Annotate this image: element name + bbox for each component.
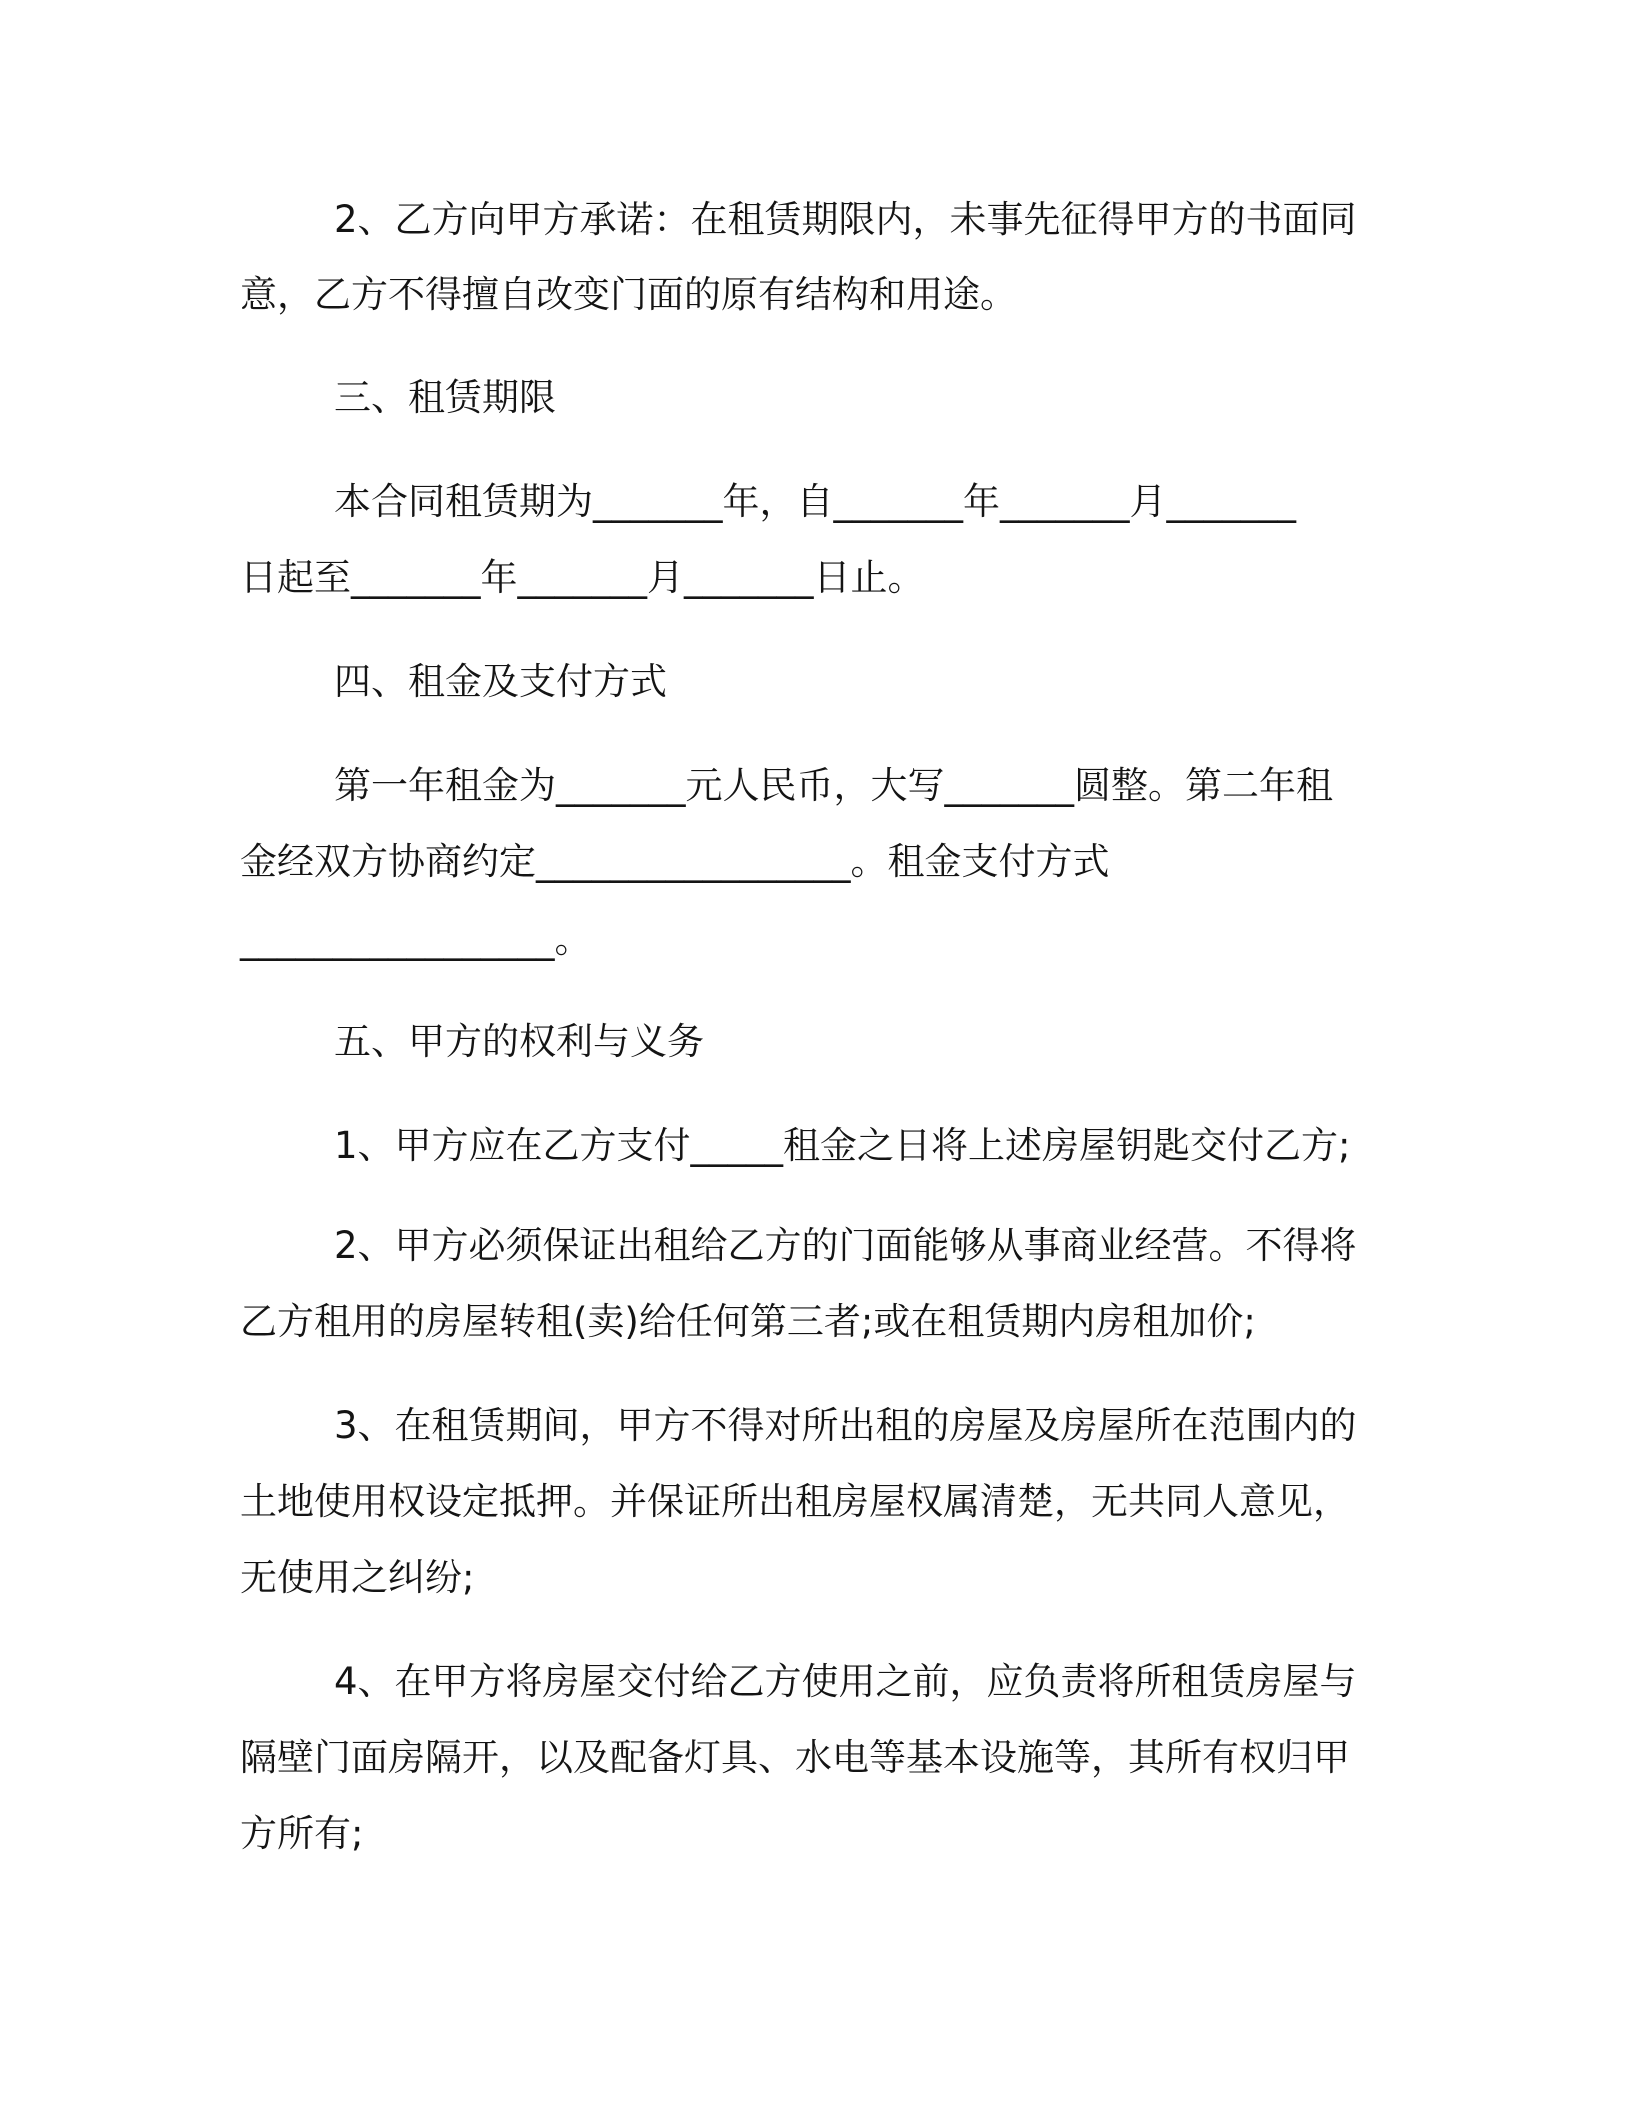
rent-line-1: 第一年租金为_______元人民币，大写_______圆整。第二年租 [334,764,1333,807]
lease-term-line-2: 日起至_______年_______月_______日止。 [240,556,925,599]
lease-term-line-1: 本合同租赁期为_______年，自_______年_______月_______ [334,480,1296,523]
section-heading-lease-term: 三、租赁期限 [334,376,556,419]
lessor-clause-3-line-3: 无使用之纠纷; [240,1556,475,1599]
clause-2-line-2: 意，乙方不得擅自改变门面的原有结构和用途。 [240,273,1017,316]
clause-2-line-1: 2、乙方向甲方承诺：在租赁期限内，未事先征得甲方的书面同 [334,198,1357,241]
lessor-clause-3-line-2: 土地使用权设定抵押。并保证所出租房屋权属清楚，无共同人意见， [240,1480,1350,1523]
lessor-clause-4-line-3: 方所有; [240,1812,364,1855]
lessor-clause-4-line-1: 4、在甲方将房屋交付给乙方使用之前，应负责将所租赁房屋与 [334,1660,1357,1703]
lessor-clause-1: 1、甲方应在乙方支付_____租金之日将上述房屋钥匙交付乙方; [334,1124,1351,1167]
section-heading-lessor-rights: 五、甲方的权利与义务 [334,1020,704,1063]
section-heading-rent-payment: 四、租金及支付方式 [334,660,667,703]
rent-line-2: 金经双方协商约定_________________。租金支付方式 [240,840,1110,883]
lessor-clause-4-line-2: 隔壁门面房隔开，以及配备灯具、水电等基本设施等，其所有权归甲 [240,1736,1350,1779]
lessor-clause-2-line-2: 乙方租用的房屋转租(卖)给任何第三者;或在租赁期内房租加价; [240,1300,1256,1343]
lessor-clause-3-line-1: 3、在租赁期间，甲方不得对所出租的房屋及房屋所在范围内的 [334,1404,1357,1447]
lessor-clause-2-line-1: 2、甲方必须保证出租给乙方的门面能够从事商业经营。不得将 [334,1224,1357,1267]
rent-line-3: _________________。 [240,918,592,961]
